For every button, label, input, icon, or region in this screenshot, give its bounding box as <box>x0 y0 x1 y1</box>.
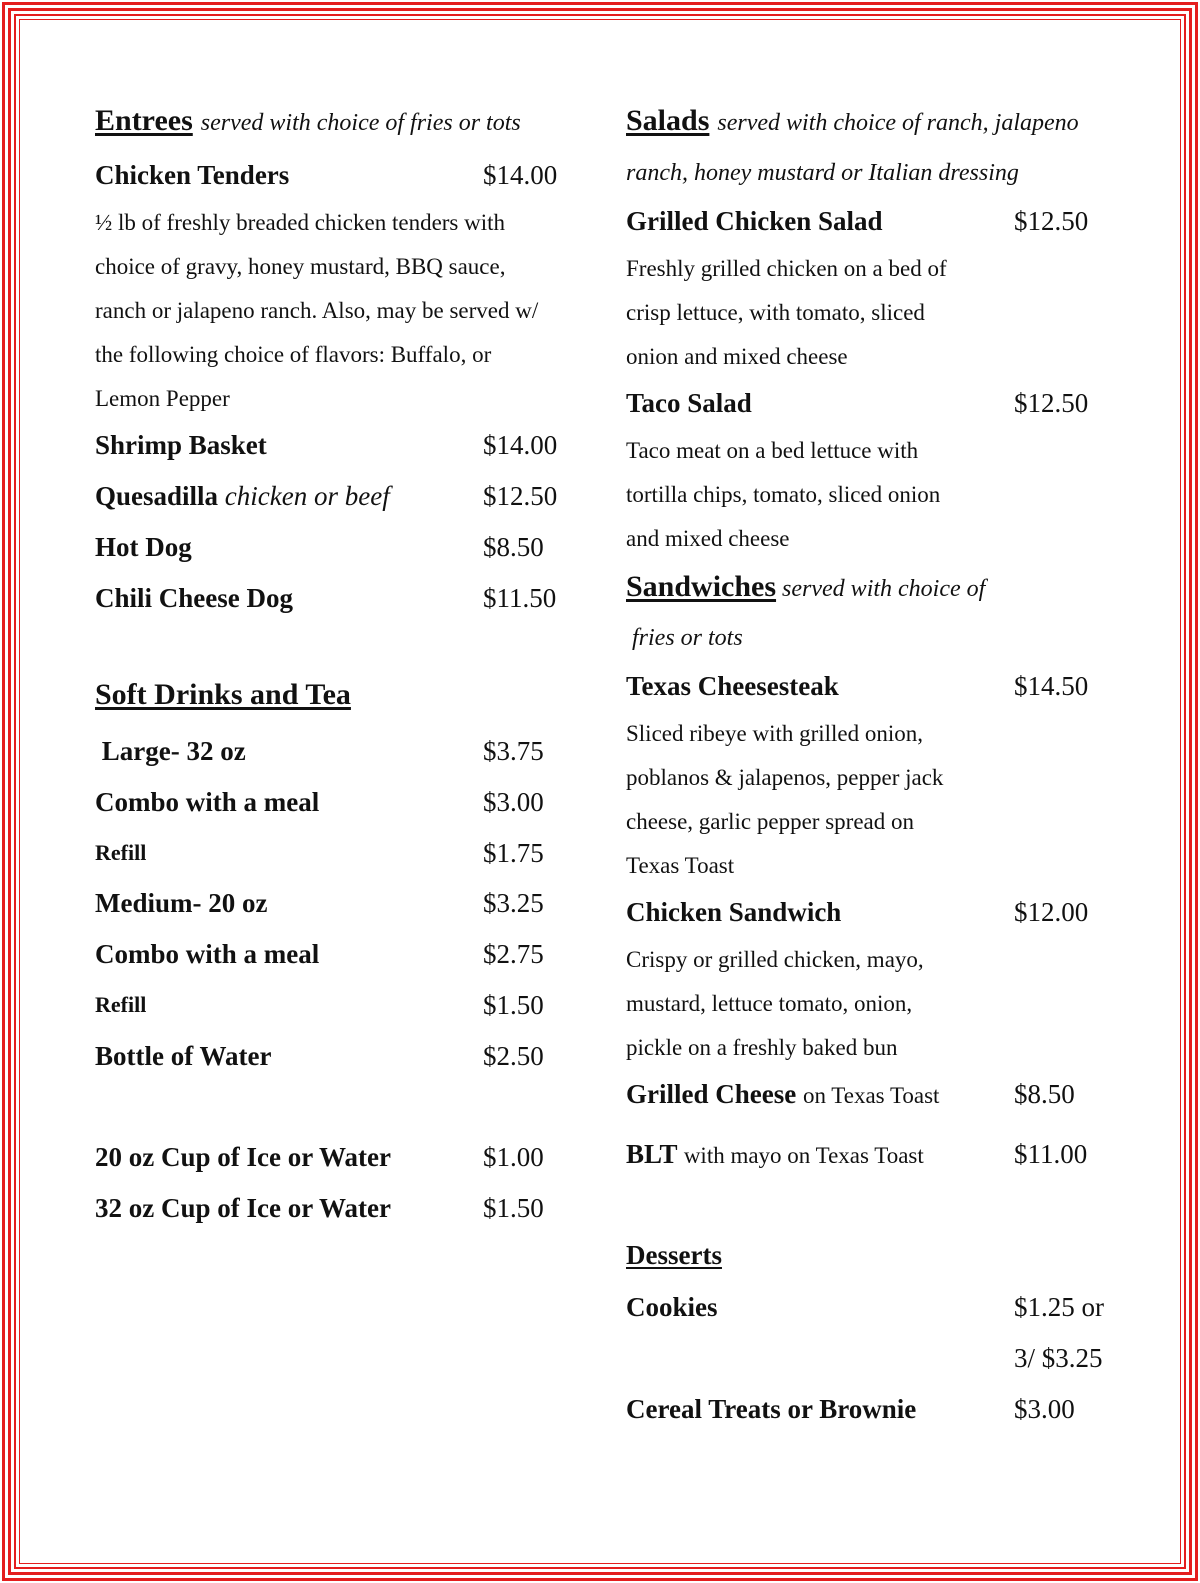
price-chili-cheese-dog: $11.50 <box>483 583 557 613</box>
desc-line: ranch or jalapeno ranch. Also, may be served w/ <box>95 298 539 323</box>
item-taco-salad: Taco Salad <box>626 388 752 418</box>
desc-line: crisp lettuce, with tomato, sliced <box>626 300 925 325</box>
price-32oz-cup: $1.50 <box>483 1193 544 1223</box>
sandwiches-heading <box>626 570 985 604</box>
desc-line: Sliced ribeye with grilled onion, <box>626 721 924 746</box>
price-hot-dog: $8.50 <box>483 532 544 562</box>
blt-note: with mayo on Texas Toast <box>683 1143 924 1168</box>
entrees-subtitle: served with choice of fries or tots <box>200 110 521 136</box>
price-bottle-water: $2.50 <box>483 1041 544 1071</box>
price-grilled-cheese: $8.50 <box>1014 1079 1075 1109</box>
desc-line: Taco meat on a bed lettuce with <box>626 438 919 463</box>
price-refill-large: $1.75 <box>483 838 544 868</box>
item-grilled-chicken-salad: Grilled Chicken Salad <box>626 206 883 236</box>
desc-line: the following choice of flavors: Buffalo, or <box>95 342 492 367</box>
item-chicken-sandwich: Chicken Sandwich <box>626 897 842 927</box>
desc-line: and mixed cheese <box>626 526 790 551</box>
item-large-drink: Large- 32 oz <box>95 736 246 766</box>
sandwiches-subtitle-cont: fries or tots <box>626 625 743 651</box>
desc-line: Freshly grilled chicken on a bed of <box>626 256 947 281</box>
sandwiches-subtitle: served with choice of <box>782 576 986 602</box>
salads-heading <box>626 104 1079 138</box>
price-20oz-cup: $1.00 <box>483 1142 544 1172</box>
price-texas-cheesesteak: $14.50 <box>1014 671 1089 701</box>
item-refill-medium: Refill <box>95 992 147 1017</box>
desc-line: Crispy or grilled chicken, mayo, <box>626 947 924 972</box>
price-cookies: $1.25 or <box>1014 1292 1104 1322</box>
desc-line: choice of gravy, honey mustard, BBQ sauce, <box>95 254 506 279</box>
desc-line: cheese, garlic pepper spread on <box>626 809 914 834</box>
entrees-heading <box>95 104 521 138</box>
item-shrimp-basket: Shrimp Basket <box>95 430 267 460</box>
price-quesadilla: $12.50 <box>483 481 558 511</box>
item-cereal-treats: Cereal Treats or Brownie <box>626 1394 917 1424</box>
quesadilla-note: chicken or beef <box>224 481 390 511</box>
item-combo-large: Combo with a meal <box>95 787 320 817</box>
entrees-title: Entrees <box>95 104 193 137</box>
desc-line: Lemon Pepper <box>95 386 230 411</box>
desc-line: pickle on a freshly baked bun <box>626 1035 898 1060</box>
grilled-cheese-name: Grilled Cheese <box>626 1079 797 1109</box>
sandwiches-title: Sandwiches <box>626 570 777 603</box>
price-grilled-chicken-salad: $12.50 <box>1014 206 1089 236</box>
price-taco-salad: $12.50 <box>1014 388 1089 418</box>
desc-line: poblanos & jalapenos, pepper jack <box>626 765 944 790</box>
salads-subtitle-cont: ranch, honey mustard or Italian dressing <box>626 160 1019 186</box>
drinks-title: Soft Drinks and Tea <box>95 678 351 711</box>
item-medium-drink: Medium- 20 oz <box>95 888 268 918</box>
price-refill-medium: $1.50 <box>483 990 544 1020</box>
quesadilla-name: Quesadilla <box>95 481 219 511</box>
item-32oz-cup: 32 oz Cup of Ice or Water <box>95 1193 391 1223</box>
item-cookies: Cookies <box>626 1292 718 1322</box>
item-grilled-cheese <box>626 1079 939 1110</box>
price-chicken-sandwich: $12.00 <box>1014 897 1089 927</box>
item-chicken-tenders: Chicken Tenders <box>95 160 290 190</box>
item-quesadilla <box>95 481 390 512</box>
desc-line: onion and mixed cheese <box>626 344 848 369</box>
item-blt <box>626 1139 924 1170</box>
blt-name: BLT <box>626 1139 678 1169</box>
price-large-drink: $3.75 <box>483 736 544 766</box>
desc-line: mustard, lettuce tomato, onion, <box>626 991 913 1016</box>
item-chili-cheese-dog: Chili Cheese Dog <box>95 583 293 613</box>
price-combo-large: $3.00 <box>483 787 544 817</box>
price-combo-medium: $2.75 <box>483 939 544 969</box>
item-hot-dog: Hot Dog <box>95 532 192 562</box>
desserts-title: Desserts <box>626 1240 722 1270</box>
item-combo-medium: Combo with a meal <box>95 939 320 969</box>
desc-line: Texas Toast <box>626 853 735 878</box>
price-medium-drink: $3.25 <box>483 888 544 918</box>
salads-subtitle: served with choice of ranch, jalapeno <box>717 110 1079 136</box>
item-bottle-water: Bottle of Water <box>95 1041 272 1071</box>
desc-line: tortilla chips, tomato, sliced onion <box>626 482 941 507</box>
grilled-cheese-note: on Texas Toast <box>802 1083 940 1108</box>
item-20oz-cup: 20 oz Cup of Ice or Water <box>95 1142 391 1172</box>
desc-line: ½ lb of freshly breaded chicken tenders with <box>95 210 506 235</box>
price-chicken-tenders: $14.00 <box>483 160 558 190</box>
price-cookies-3: 3/ $3.25 <box>1014 1343 1103 1373</box>
price-shrimp-basket: $14.00 <box>483 430 558 460</box>
price-blt: $11.00 <box>1014 1139 1088 1169</box>
salads-title: Salads <box>626 104 710 137</box>
item-refill-large: Refill <box>95 840 147 865</box>
item-texas-cheesesteak: Texas Cheesesteak <box>626 671 839 701</box>
price-cereal-treats: $3.00 <box>1014 1394 1075 1424</box>
